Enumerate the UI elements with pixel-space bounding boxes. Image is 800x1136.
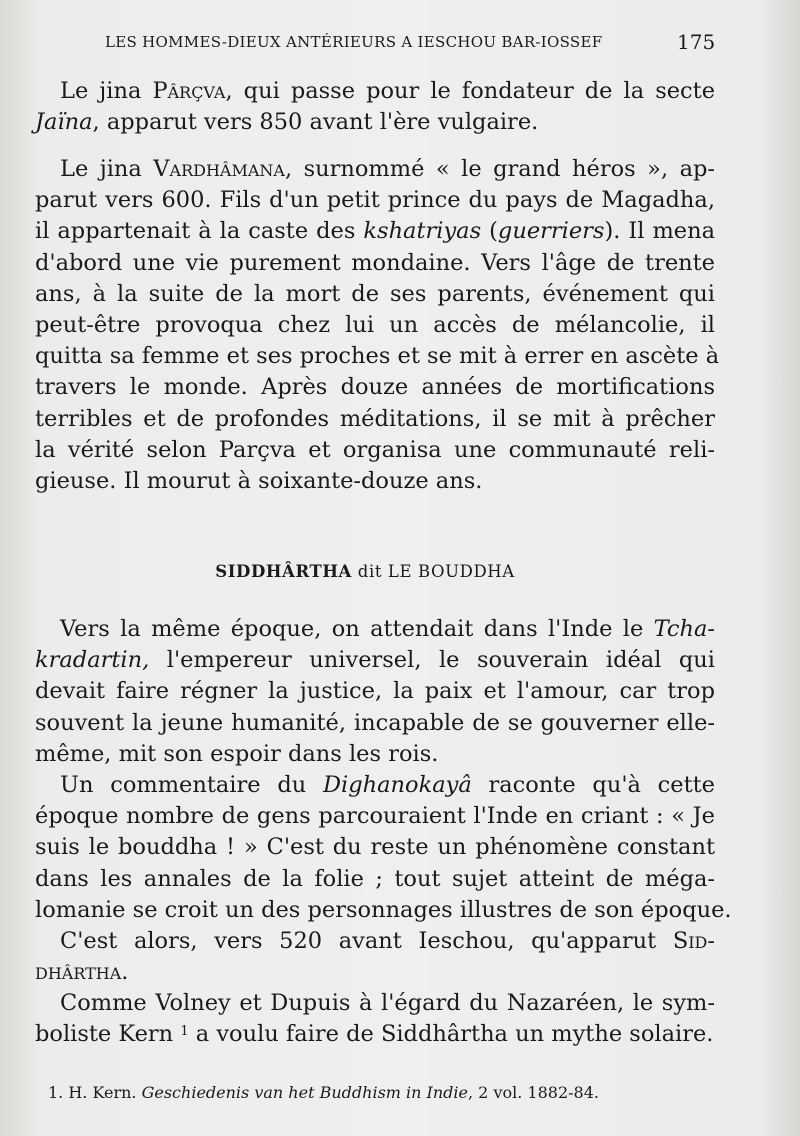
paragraph-dighanokaya <box>35 770 732 926</box>
text-line: lomanie se croit un des personnages illustres de son époque. <box>35 896 732 923</box>
text-line: Vers la même époque, on attendait dans l'Inde le Tcha- <box>60 616 715 642</box>
paragraph-tchakradartin <box>35 614 715 770</box>
text-line: Comme Volney et Dupuis à l'égard du Nazaréen, le sym- <box>60 990 715 1016</box>
text-line: peut-être provoqua chez lui un accès de mélancolie, il <box>35 312 715 339</box>
text-line: ans, à la suite de la mort de ses parents, événement qui <box>35 280 715 307</box>
text-line: devait faire régner la justice, la paix et l'amour, car trop <box>35 678 715 705</box>
text-line: dhârtha. <box>35 959 129 986</box>
text-line: Le jina Pârçva, qui passe pour le fondateur de la secte <box>60 78 716 104</box>
page-number: 175 <box>677 30 716 54</box>
text-line: suis le bouddha ! » C'est du reste un phénomène constant <box>35 834 715 861</box>
text-line: d'abord une vie purement mondaine. Vers l'âge de trente <box>35 249 715 276</box>
text-line: même, mit son espoir dans les rois. <box>35 740 439 767</box>
text-line: souvent la jeune humanité, incapable de se gouverner elle- <box>35 709 715 736</box>
text-line: il appartenait à la caste des kshatriyas (guerriers). Il mena <box>35 218 716 245</box>
text-line: la vérité selon Parçva et organisa une communauté reli- <box>35 436 715 463</box>
text-line: C'est alors, vers 520 avant Ieschou, qu'apparut Sid- <box>60 928 715 954</box>
text-line: Jaïna, apparut vers 850 avant l'ère vulgaire. <box>35 109 539 136</box>
running-head: LES HOMMES-DIEUX ANTÉRIEURS A IESCHOU BAR-IOSSEF <box>105 33 603 51</box>
text-line: Le jina Vardhâmana, surnommé « le grand héros », ap- <box>60 156 715 182</box>
text-line: boliste Kern $^1$ a voulu faire de Siddhârtha un mythe solaire. <box>35 1021 714 1048</box>
text-line: kradartin, l'empereur universel, le souverain idéal qui <box>35 647 715 674</box>
text-line: gieuse. Il mourut à soixante-douze ans. <box>35 468 483 495</box>
footnote: 1. H. Kern. Geschiedenis van het Buddhism in Indie, 2 vol. 1882-84. <box>48 1083 599 1102</box>
paragraph-parcva <box>35 76 715 138</box>
text-line: travers le monde. Après douze années de mortifications <box>35 374 715 401</box>
paragraph-vardhamana <box>35 154 720 497</box>
paragraph-siddhartha-apparition <box>35 926 715 988</box>
text-line: terribles et de profondes méditations, il se mit à prêcher <box>35 405 715 432</box>
section-heading: SIDDHÂRTHA dit LE BOUDDHA <box>215 562 515 581</box>
paragraph-kern <box>35 988 715 1050</box>
text-line: dans les annales de la folie ; tout sujet atteint de méga- <box>35 865 715 892</box>
footnote-ref: 1 <box>180 1024 189 1040</box>
text-line: quitta sa femme et ses proches et se mit à errer en ascète à <box>35 343 720 370</box>
text-line: Un commentaire du Dighanokayâ raconte qu'à cette <box>60 772 716 798</box>
text-line: époque nombre de gens parcouraient l'Inde en criant : « Je <box>35 803 715 830</box>
text-line: parut vers 600. Fils d'un petit prince du pays de Magadha, <box>35 187 715 214</box>
